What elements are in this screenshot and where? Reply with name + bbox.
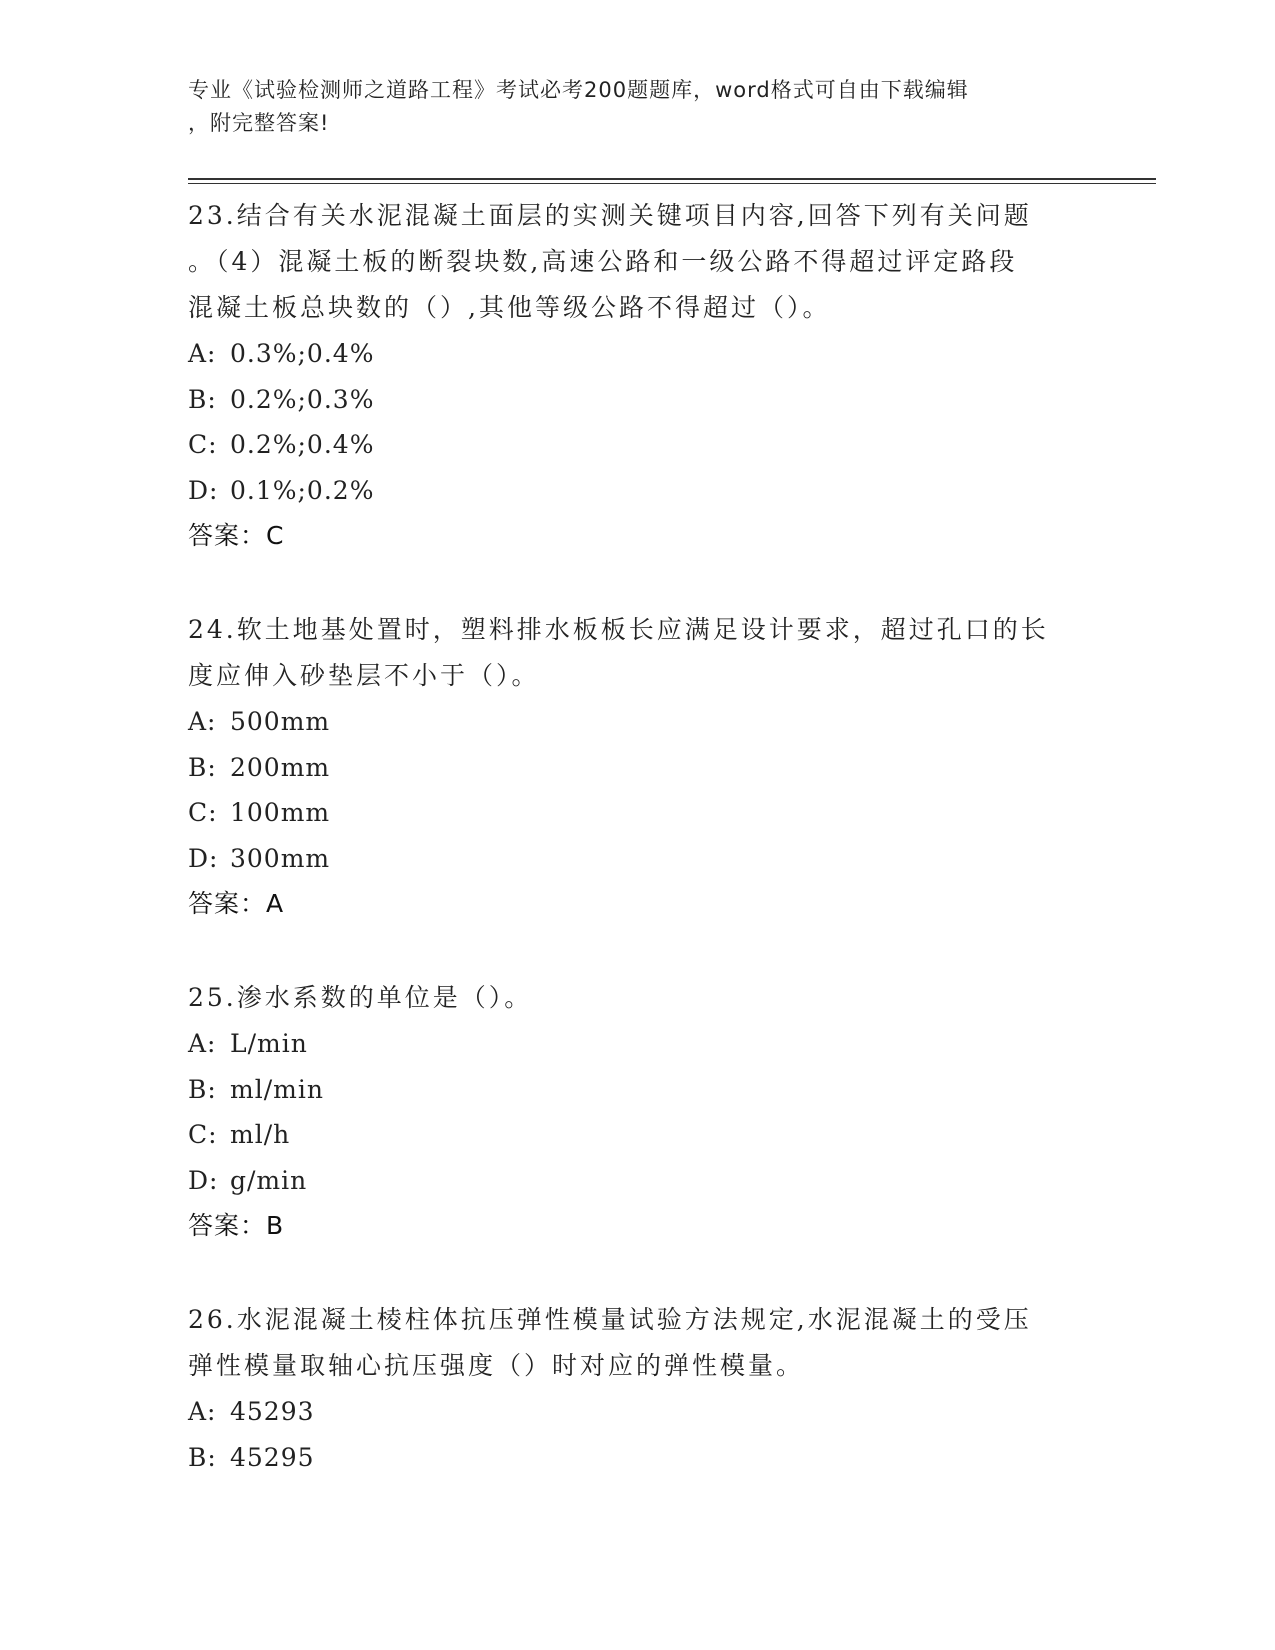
question-24: [188, 607, 1088, 927]
option-text: ml/min: [230, 1074, 324, 1104]
question-stem: [188, 193, 1088, 331]
stem-line: 24.软土地基处置时，塑料排水板板长应满足设计要求，超过孔口的长: [188, 615, 1049, 644]
option-text: 300mm: [230, 843, 331, 873]
option-a: [188, 331, 1088, 377]
question-list: [188, 193, 1088, 1528]
option-text: ml/h: [230, 1120, 291, 1149]
option-a: [188, 1389, 1088, 1435]
option-key: C:: [188, 430, 218, 459]
option-key: D:: [188, 843, 219, 873]
answer: 答案：B: [188, 1211, 285, 1240]
option-c: [188, 1112, 1088, 1158]
stem-line: 。（4）混凝土板的断裂块数,高速公路和一级公路不得超过评定路段: [188, 247, 1018, 276]
option-text: 0.2%;0.3%: [230, 384, 375, 414]
option-text: 100mm: [230, 798, 331, 827]
option-key: A:: [188, 1029, 217, 1058]
option-key: B:: [188, 1442, 217, 1472]
option-b: [188, 377, 1088, 423]
option-d: [188, 836, 1088, 882]
option-text: 45293: [230, 1397, 315, 1426]
option-text: 200mm: [230, 752, 331, 782]
question-26: [188, 1297, 1088, 1480]
option-key: A:: [188, 339, 217, 368]
option-text: 0.2%;0.4%: [230, 430, 375, 459]
document-header: [188, 74, 1078, 140]
answer: 答案：A: [188, 889, 285, 918]
question-stem: [188, 975, 1088, 1021]
answer: 答案：C: [188, 521, 285, 550]
header-divider-thin: [188, 183, 1156, 184]
option-c: [188, 790, 1088, 836]
option-text: L/min: [230, 1029, 308, 1058]
option-key: A:: [188, 1397, 217, 1426]
option-text: g/min: [230, 1165, 308, 1195]
option-b: [188, 1435, 1088, 1481]
header-line-1: 专业《试验检测师之道路工程》考试必考200题题库，word格式可自由下载编辑: [188, 78, 969, 102]
option-b: [188, 745, 1088, 791]
stem-line: 度应伸入砂垫层不小于（）。: [188, 661, 540, 690]
option-c: [188, 422, 1088, 468]
option-key: D:: [188, 475, 219, 505]
option-text: 45295: [230, 1442, 315, 1472]
option-d: [188, 1158, 1088, 1204]
option-text: 0.1%;0.2%: [230, 475, 375, 505]
option-text: 500mm: [230, 707, 331, 736]
option-key: D:: [188, 1165, 219, 1195]
option-b: [188, 1067, 1088, 1113]
question-stem: [188, 607, 1088, 699]
option-key: C:: [188, 798, 218, 827]
option-key: B:: [188, 1074, 217, 1104]
question-25: [188, 975, 1088, 1249]
option-key: B:: [188, 384, 217, 414]
option-text: 0.3%;0.4%: [230, 339, 375, 368]
option-key: A:: [188, 707, 217, 736]
stem-line: 25.渗水系数的单位是（）。: [188, 983, 533, 1012]
header-divider-thick: [188, 178, 1156, 180]
option-d: [188, 468, 1088, 514]
option-a: [188, 1021, 1088, 1067]
stem-line: 弹性模量取轴心抗压强度（）时对应的弹性模量。: [188, 1351, 805, 1380]
question-23: [188, 193, 1088, 559]
header-line-2: ，附完整答案!: [188, 111, 330, 135]
stem-line: 26.水泥混凝土棱柱体抗压弹性模量试验方法规定,水泥混凝土的受压: [188, 1305, 1032, 1334]
option-a: [188, 699, 1088, 745]
stem-line: 23.结合有关水泥混凝土面层的实测关键项目内容,回答下列有关问题: [188, 201, 1032, 230]
option-key: C:: [188, 1120, 218, 1149]
question-stem: [188, 1297, 1088, 1389]
option-key: B:: [188, 752, 217, 782]
stem-line: 混凝土板总块数的（）,其他等级公路不得超过（）。: [188, 293, 831, 322]
